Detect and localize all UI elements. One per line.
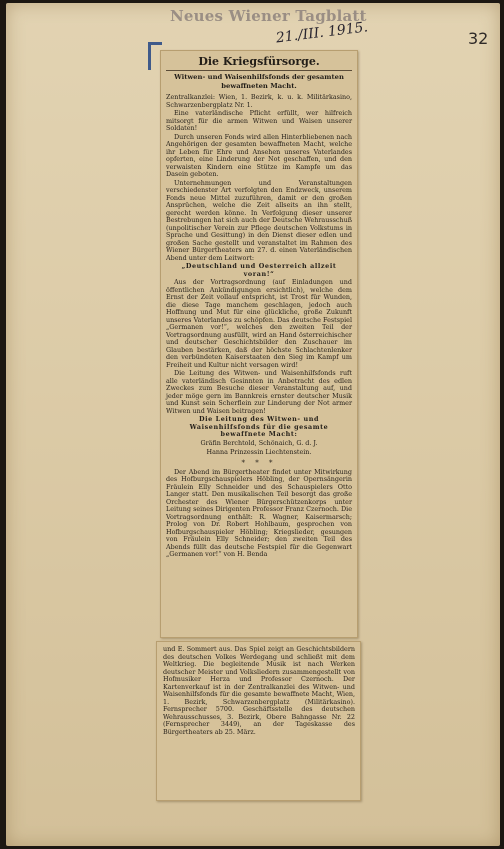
article-address: Zentralkanzlei: Wien, 1. Bezirk, k. u. k. Militärkasino, Schwarzenbergplatz Nr. 1.	[166, 93, 352, 109]
handwritten-date: 21./III. 1915.	[274, 19, 369, 47]
article-paragraph: Durch unseren Fonds wird allen Hinterbliebenen nach Angehörigen der gesamten bewaffneten Macht, welche ihr Leben für Ehre und Ansehen unseres Vaterlandes opferten, eine Linderung der Not geschaffen, und den verwaisten Kindern eine Stütze im Kampfe um das Dasein geboten.	[166, 132, 352, 178]
article-paragraph: Aus der Vortragsordnung (auf Einladungen und öffentlichen Ankündigungen ersichtlich), welche dem Ernst der Zeit vollauf entspricht, ist Trost für Wunden, die diese Tage manchem geschlagen, jedoch auch Hoffnung und Mut für eine glückliche, große Zukunft unseres Vaterlandes zu schöpfen. Das deutsche Festspiel „Germanen vor!“, welches den zweiten Teil der Vortragsordnung ausfüllt, wird an Hand österreichischer und deutscher Geschichtsbilder den Zuschauer im Glauben bestärken, daß der höchste Schlachtenlenker den verbündeten Kaiserstaaten den Sieg im Kampf um Freiheit und Kultur nicht versagen wird!	[166, 278, 352, 369]
article-paragraph: Die Leitung des Witwen- und Waisenhilfsfonds ruft alle vaterländisch Gesinnten in Anbetracht des edlen Zweckes zum Besuche dieser Veranstaltung auf, und jeder möge gern im Bannkreis ernster deutscher Musik und Kunst sein Scherflein zur Linderung der Not armer Witwen und Waisen beitragen!	[166, 369, 352, 415]
article-paragraph: Eine vaterländische Pflicht erfüllt, wer hilfreich mitsorgt für die armen Witwen und Waisen unserer Soldaten!	[166, 109, 352, 132]
article-motto: „Deutschland und Oesterreich allzeit voran!“	[181, 262, 337, 278]
article-headline: Die Kriegsfürsorge.	[166, 55, 352, 71]
article-paragraph: Unternehmungen und Veranstaltungen verschiedenster Art verfolgten den Endzweck, unserem Fonds neue Mittel zuzuführen, damit er den großen Ansprüchen, welche die Zeit allseits an ihn stellt, gerecht werden könne. In Verfolgung dieser unserer Bestrebungen hat sich auch der Deutsche Wehrausschuß (unpolitischer Verein zur Pflege deutschen Volkstums in Sprache und Gesittung) in den Dienst dieser edlen und großen Sache gestellt und veranstaltet im Rahmen des Wiener Bürgertheaters am 27. d. einen Vaterländischen Abend unter dem Leitwort:	[166, 178, 352, 262]
section-separator: * * *	[241, 458, 277, 467]
newspaper-clipping-continuation	[156, 641, 361, 801]
article-signoff: Die Leitung des Witwen- und Waisenhilfsfonds für die gesamte bewaffnete Macht:	[189, 415, 329, 438]
event-paragraph: Der Abend im Bürgertheater findet unter Mitwirkung des Hofburgschauspielers Höbling, der Opernsängerin Fräulein Elly Schneider und des Schauspielers Otto Langer statt. Den musikalischen Teil besorgt das große Orchester des Wiener Bürgerschützenkorps unter Leitung seines Dirigenten Professor Franz Czernoch. Die Vortragsordnung enthält: R. Wagner, Kaisermarsch; Prolog von Dr. Robert Hohlbaum, gesprochen von Hofburgschauspieler Höbling; Kriegslieder, gesungen von Fräulein Elly Schneider; den zweiten Teil des Abends füllt das deutsche Festspiel für die Gegenwart „Germanen vor!“ von H. Benda	[166, 467, 352, 558]
signature-line: Hanna Prinzessin Liechtenstein.	[206, 448, 312, 456]
article-subhead: Witwen- und Waisenhilfsfonds der gesamten bewaffneten Macht.	[174, 73, 344, 90]
continuation-paragraph: und E. Sommert aus. Das Spiel zeigt an Geschichtsbildern des deutschen Volkes Werdegang und schließt mit dem Weltkrieg. Die begleitende Musik ist nach Werken deutscher Meister und Volksliedern zusammengestellt von Hofmusiker Herza und Professor Czernoch. Der Kartenverkauf ist in der Zentralkanzlei des Witwen- und Waisenhilfsfonds für die gesamte bewaffnete Macht, Wien, 1. Bezirk, Schwarzenbergplatz (Militärkasino). Fernsprecher 5700. Geschäftsstelle des deutschen Wehrausschusses, 3. Bezirk, Obere Bahngasse Nr. 22 (Fernsprecher 3449), an der Tageskasse des Bürgertheaters ab 25. März.	[163, 645, 355, 736]
newspaper-masthead: Neues Wiener Tagblatt	[170, 7, 367, 25]
newspaper-clipping-main	[160, 50, 358, 638]
page-number: 32	[468, 29, 489, 48]
signature-line: Gräfin Berchtold, Schönaich, G. d. J.	[200, 438, 318, 447]
